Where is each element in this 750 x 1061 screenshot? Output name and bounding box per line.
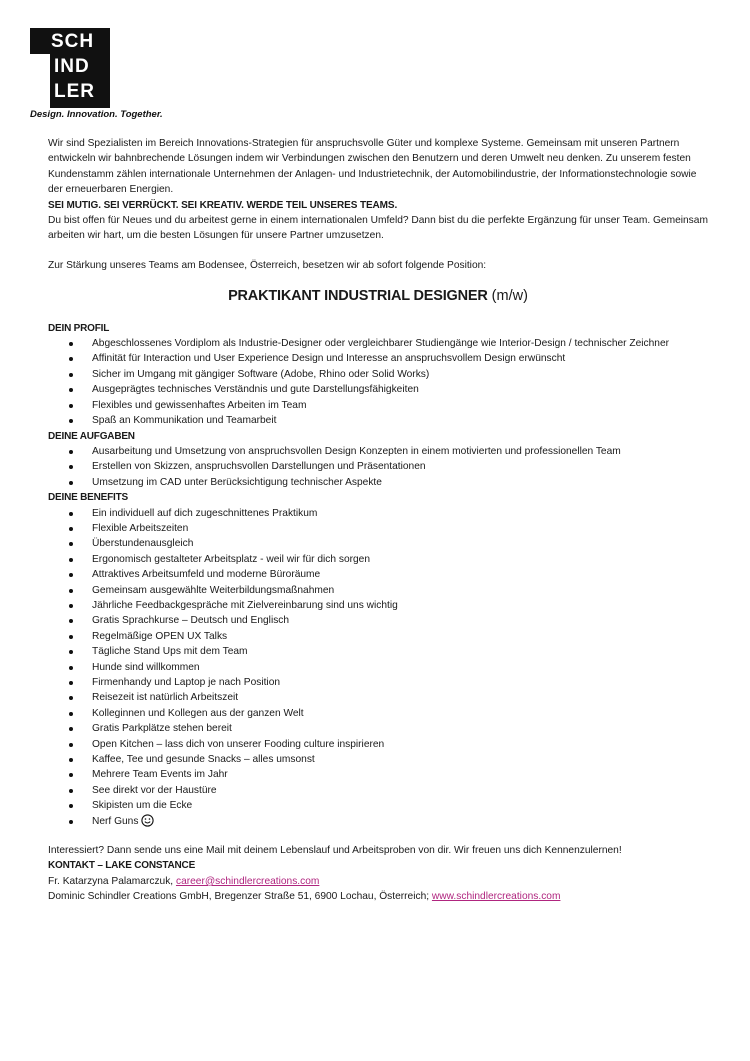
slogan: SEI MUTIG. SEI VERRÜCKT. SEI KREATIV. WERDE TEIL UNSERES TEAMS. [48, 199, 398, 211]
logo-mark [30, 28, 110, 108]
list-item: Reisezeit ist natürlich Arbeitszeit [92, 690, 708, 705]
list-item: Sicher im Umgang mit gängiger Software (Adobe, Rhino oder Solid Works) [92, 367, 708, 382]
company-address-line [48, 889, 708, 904]
list-item: Abgeschlossenes Vordiplom als Industrie-Designer oder vergleichbarer Studiengänge wie Interior-Design / technischer Zeichner [92, 336, 708, 351]
list-item: Gemeinsam ausgewählte Weiterbildungsmaßnahmen [92, 583, 708, 598]
list-item: Ergonomisch gestalteter Arbeitsplatz - weil wir für dich sorgen [92, 552, 708, 567]
contact-person-line [48, 874, 708, 889]
list-item: Spaß an Kommunikation und Teamarbeit [92, 413, 708, 428]
list-item: Ausarbeitung und Umsetzung von anspruchsvollen Design Konzepten in einem motivierten und professionellen Team [92, 444, 708, 459]
list-item: Kolleginnen und Kollegen aus der ganzen Welt [92, 706, 708, 721]
location-paragraph: Zur Stärkung unseres Teams am Bodensee, Österreich, besetzen wir ab sofort folgende Position: [48, 259, 487, 271]
list-item: Gratis Parkplätze stehen bereit [92, 721, 708, 736]
list-item: Affinität für Interaction und User Experience Design und Interesse an anspruchsvollem Design erwünscht [92, 351, 708, 366]
profile-heading: DEIN PROFIL [48, 322, 110, 334]
list-item: Mehrere Team Events im Jahr [92, 767, 708, 782]
tasks-heading: DEINE AUFGABEN [48, 430, 135, 442]
open-paragraph: Du bist offen für Neues und du arbeitest gerne in einem internationalen Umfeld? Dann bist du die perfekte Ergänzung für unser Team. Gemeinsam arbeiten wir hart, um die besten Lösungen für unsere Partner umzusetzen. [48, 215, 708, 242]
list-item: Firmenhandy und Laptop je nach Position [92, 675, 708, 690]
list-item: Jährliche Feedbackgespräche mit Zielvereinbarung sind uns wichtig [92, 598, 708, 613]
logo-line-1: SCH [51, 31, 95, 52]
position-suffix: (m/w) [491, 288, 528, 305]
list-item: Skipisten um die Ecke [92, 798, 708, 813]
list-item: Flexible Arbeitszeiten [92, 521, 708, 536]
logo-line-2: IND [54, 56, 90, 77]
tasks-list [48, 444, 708, 490]
contact-person: Fr. Katarzyna Palamarczuk, [48, 875, 176, 887]
intro-paragraph: Wir sind Spezialisten im Bereich Innovations-Strategien für anspruchsvolle Güter und komplexe Systeme. Gemeinsam mit unseren Partnern entwickeln wir bahnbrechende Lösungen indem wir Verbindungen zwischen den Benutzern und deren Umwelt neu denken. Zu unserem festen Kundenstamm zählen internationale Unternehmen der Anlagen- und Industrietechnik, der Automobilindustrie, der Informationstechnologie sowie der erneuerbaren Energien. [48, 138, 697, 196]
list-item: Überstundenausgleich [92, 536, 708, 551]
closing-paragraph: Interessiert? Dann sende uns eine Mail mit deinem Lebenslauf und Arbeitsproben von dir. Wir freuen uns dich Kennenzulernen! [48, 845, 622, 857]
contact-heading: KONTAKT – LAKE CONSTANCE [48, 860, 196, 872]
list-item: Tägliche Stand Ups mit dem Team [92, 644, 708, 659]
list-item: Hunde sind willkommen [92, 660, 708, 675]
benefits-heading: DEINE BENEFITS [48, 492, 128, 504]
position-title [48, 289, 708, 304]
smiley-icon [141, 814, 154, 827]
company-address: Dominic Schindler Creations GmbH, Bregenzer Straße 51, 6900 Lochau, Österreich; [48, 891, 432, 903]
profile-list [48, 336, 708, 428]
list-item: Ein individuell auf dich zugeschnittenes Praktikum [92, 506, 708, 521]
job-posting [48, 136, 708, 905]
logo-line-3: LER [54, 81, 95, 102]
list-item: Ausgeprägtes technisches Verständnis und gute Darstellungsfähigkeiten [92, 382, 708, 397]
nerf-guns-text: Nerf Guns [92, 815, 139, 827]
position-name: PRAKTIKANT INDUSTRIAL DESIGNER [228, 288, 488, 305]
list-item: Attraktives Arbeitsumfeld und moderne Büroräume [92, 567, 708, 582]
list-item: Kaffee, Tee und gesunde Snacks – alles umsonst [92, 752, 708, 767]
benefits-list [48, 506, 708, 830]
list-item: Umsetzung im CAD unter Berücksichtigung technischer Aspekte [92, 475, 708, 490]
list-item [92, 814, 708, 829]
list-item: Erstellen von Skizzen, anspruchsvollen Darstellungen und Präsentationen [92, 459, 708, 474]
list-item: Gratis Sprachkurse – Deutsch und Englisch [92, 613, 708, 628]
website-link[interactable]: www.schindlercreations.com [431, 891, 561, 903]
logo-tagline: Design. Innovation. Together. [30, 109, 163, 120]
company-logo [30, 28, 110, 108]
list-item: See direkt vor der Haustüre [92, 783, 708, 798]
list-item: Open Kitchen – lass dich von unserer Fooding culture inspirieren [92, 737, 708, 752]
email-link[interactable]: career@schindlercreations.com [175, 875, 320, 887]
list-item: Flexibles und gewissenhaftes Arbeiten im Team [92, 398, 708, 413]
list-item: Regelmäßige OPEN UX Talks [92, 629, 708, 644]
